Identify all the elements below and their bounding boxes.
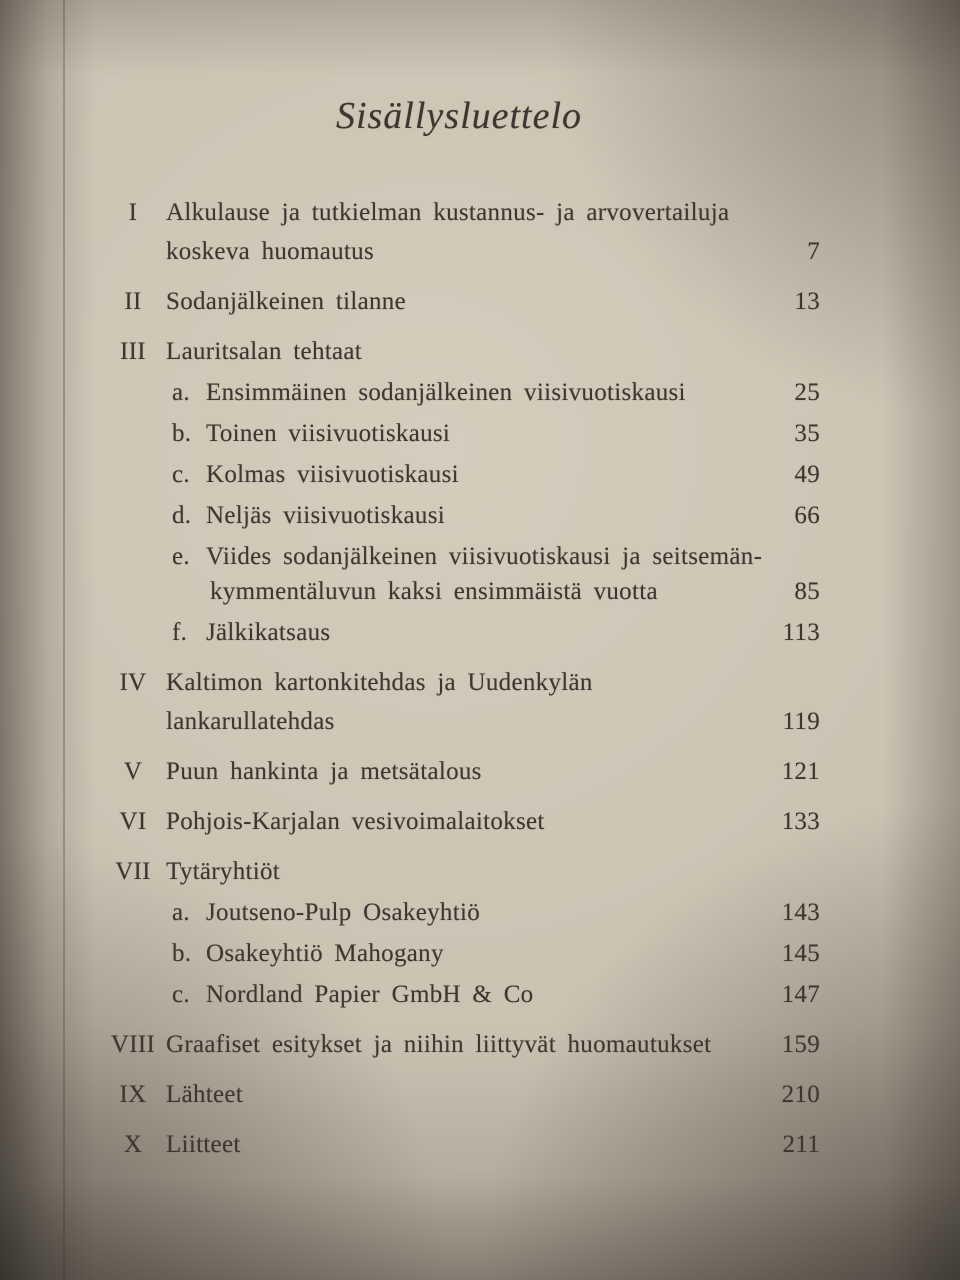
toc-subentry	[100, 937, 820, 971]
toc-entry-text: Toinen viisivuotiskausi	[206, 420, 451, 447]
toc-entry-label: V	[123, 758, 143, 785]
toc-title: Sisällysluettelo	[335, 95, 583, 137]
toc-entry	[100, 196, 820, 230]
toc-entry-text: koskeva huomautus	[166, 238, 374, 265]
toc-subentry	[100, 978, 820, 1012]
toc-entry-label: b.	[172, 940, 192, 967]
toc-entry-page: 210	[781, 1081, 820, 1108]
toc-entry-page: 145	[781, 940, 820, 967]
toc-entry-label: a.	[172, 899, 190, 926]
toc-entry-page: 133	[781, 808, 820, 835]
toc-entry	[100, 1078, 820, 1112]
toc-entry-label: I	[128, 199, 138, 226]
toc-entry-label: c.	[172, 981, 190, 1008]
toc-entry	[100, 335, 820, 369]
toc-entry-text: Pohjois-Karjalan vesivoimalaitokset	[166, 808, 545, 835]
toc-entry-label: IV	[119, 669, 147, 696]
toc-entry	[100, 755, 820, 789]
toc-entry-text: Liitteet	[166, 1131, 241, 1158]
toc-entry-label: a.	[172, 379, 190, 406]
toc-entry-continuation	[100, 235, 820, 269]
toc-entry-text: Neljäs viisivuotiskausi	[206, 502, 445, 529]
toc-entry-page: 159	[781, 1031, 820, 1058]
toc-entry-text: Graafiset esitykset ja niihin liittyvät huomautukset	[166, 1031, 712, 1058]
toc-entry-text: Viides sodanjälkeinen viisivuotiskausi ja seitsemän-	[206, 543, 763, 570]
toc-entry-text: Nordland Papier GmbH & Co	[206, 981, 534, 1008]
toc-entry-text: Alkulause ja tutkielman kustannus- ja arvovertailuja	[166, 199, 730, 226]
toc-entry-text: kymmentäluvun kaksi ensimmäistä vuotta	[210, 578, 658, 605]
toc-entry-page: 7	[807, 238, 820, 265]
toc-entry-continuation	[100, 705, 820, 739]
toc-entry	[100, 666, 820, 700]
page-spine-crease	[63, 0, 65, 1280]
toc-entry-label: II	[124, 288, 142, 315]
toc-entry-label: VIII	[110, 1031, 156, 1058]
toc-entry-page: 211	[782, 1131, 820, 1158]
toc-entry-page: 35	[794, 420, 820, 447]
toc-entry-text: Puun hankinta ja metsätalous	[166, 758, 482, 785]
toc-subentry	[100, 458, 820, 492]
toc-entry-text: Jälkikatsaus	[206, 619, 331, 646]
toc-entry-page: 143	[781, 899, 820, 926]
toc-entry-page: 49	[794, 461, 820, 488]
toc-entry-label: IX	[119, 1081, 147, 1108]
toc-entry-label: e.	[172, 543, 190, 570]
toc-entry-page: 113	[782, 619, 820, 646]
toc-entry-text: Joutseno-Pulp Osakeyhtiö	[206, 899, 480, 926]
toc-entry-text: Osakeyhtiö Mahogany	[206, 940, 444, 967]
toc-entry-label: b.	[172, 420, 192, 447]
toc-entry-text: Ensimmäinen sodanjälkeinen viisivuotiskausi	[206, 379, 686, 406]
toc-entry-page: 119	[782, 708, 820, 735]
toc-entry-label: III	[120, 338, 146, 365]
toc-entry-page: 147	[781, 981, 820, 1008]
toc-entry-page: 25	[794, 379, 820, 406]
toc-entry-page: 85	[794, 578, 820, 605]
toc-entry-page: 13	[794, 288, 820, 315]
toc-entry-text: Kaltimon kartonkitehdas ja Uudenkylän	[166, 669, 593, 696]
toc-subentry	[100, 376, 820, 410]
toc-entry-text: Kolmas viisivuotiskausi	[206, 461, 459, 488]
toc-subentry	[100, 896, 820, 930]
toc-entry	[100, 1028, 820, 1062]
toc-entry-text: lankarullatehdas	[166, 708, 335, 735]
toc-subentry-continuation	[100, 575, 820, 609]
toc-entry	[100, 855, 820, 889]
toc-subentry	[100, 499, 820, 533]
toc-entry-label: X	[123, 1131, 143, 1158]
table-of-contents	[100, 196, 820, 1162]
toc-entry-label: c.	[172, 461, 190, 488]
toc-entry-page: 121	[781, 758, 820, 785]
toc-subentry	[100, 540, 820, 574]
toc-entry	[100, 805, 820, 839]
toc-entry	[100, 285, 820, 319]
toc-entry-text: Lauritsalan tehtaat	[166, 338, 363, 365]
toc-entry-label: VII	[115, 858, 151, 885]
toc-subentry	[100, 417, 820, 451]
toc-entry-label: VI	[119, 808, 147, 835]
toc-entry-label: f.	[172, 619, 188, 646]
toc-entry-text: Lähteet	[166, 1081, 244, 1108]
toc-subentry	[100, 616, 820, 650]
toc-entry-page: 66	[794, 502, 820, 529]
toc-entry-label: d.	[172, 502, 192, 529]
toc-entry-text: Tytäryhtiöt	[166, 858, 281, 885]
toc-entry	[100, 1128, 820, 1162]
toc-entry-text: Sodanjälkeinen tilanne	[166, 288, 407, 315]
